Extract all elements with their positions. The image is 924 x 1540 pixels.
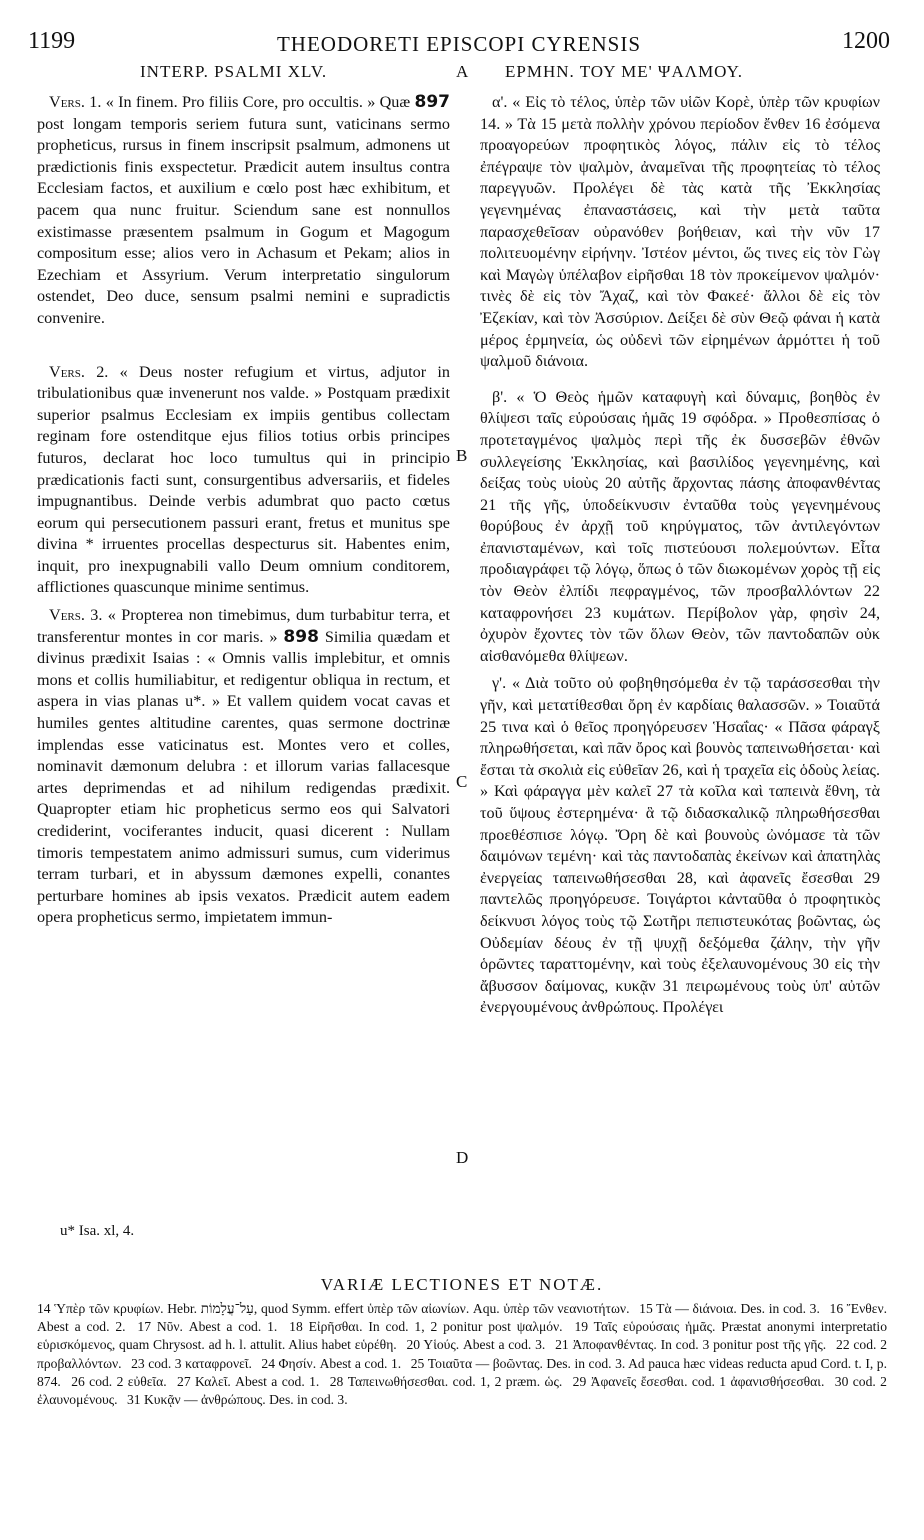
note-22: 22 cod. 2 προβαλλόντων. [37, 1337, 888, 1371]
note-24: 24 Φησίν. Abest a cod. 1. [261, 1355, 402, 1371]
note-20: 20 Υἱούς. Abest a cod. 3. [406, 1337, 546, 1353]
greek-column [480, 92, 880, 1025]
note-29: 29 Ἀφανεῖς ἔσεσθαι. cod. 1 ἀφανισθήσεσθαι. [572, 1373, 825, 1389]
note-14: 14 Ὑπὲρ τῶν κρυφίων. Hebr. עַל־עֲלָמוֹת, quod Symm. effert ὑπὲρ τῶν αἰωνίων. Aqu. ὑπὲρ τῶν νεανιοτήτων. [37, 1301, 630, 1316]
verse-text: « Deus noster refugium et virtus, adjutor in tribulationibus quæ invenerunt nos valde. » Postquam prædixit superior psalmus Ecclesiam ex impiis gentibus collectam reginam fore ostenditque ejus filios totius orbis principes futuros, declarat hoc loco tumultus qui in principio prædicationis facti sunt, consurgentibus adversariis, et fideles impugnantibus. Deinde verbis adumbrat quo pacto cœtus eorum qui persecutionem passuri erant, fretus et munitus spe divina * irruentes procellas despecturus sit. Habentes enim, inquit, pro inexpugnabili vallo Deum omnium conditorem, afflictiones quascunque minime sentimus. [37, 362, 450, 597]
note-26: 26 cod. 2 εὐθεῖα. [71, 1373, 167, 1389]
page-number-left: 1199 [28, 28, 76, 54]
margin-letter-c: C [456, 772, 468, 791]
verse-text: « Propterea non timebimus, dum turbabitur terra, et transferentur montes in cor maris. » [37, 606, 451, 646]
verse-label: Vers. 3. [49, 606, 103, 625]
verse-text: Similia quædam et divinus prædixit Isaias : « Omnis vallis implebitur, et omnis mons et collis humiliabitur, et redigentur obliqua in rectum, et aspera in vias planas u*. » Et vallem quidem vocat cavas et humiles gentes altitudine carentes, quas sermone doctrinæ implendas esse vaticinatus est. Montes vero et colles, nominavit dæmonum delubra : et illorum varias fallacesque artes deprimendas et ad nihilum redigendas prædixit. Quapropter etiam hic propheticus sermo eos qui Salvatori crediderint, vociferantes inducit, quasi dicerent : Nullam timoris tempestatem animo admissuri sumus, cum viderimus terram turbari, et in abyssum dæmones expelli, conantes perturbare homines ab ipsis vexatos. Prædicit autem eadem opera propheticus sermo, impietatem immun- [37, 627, 451, 927]
verse-text: post longam temporis seriem futura sunt, vaticinans sermo propheticus, rursus in finem inscripsit psalmum, admonens ut prædictionis finis exspectetur. Prædicit autem insultus contra Ecclesiam factos, et auxilium e cœlo post hæc exhibitum, et pacem qua nunc fruitur. Sciendum sane est nonnullos existimasse præsentem psalmum in Gogum et Magogum compositum esse; alios vero in Achasum et Pekam; alios in Ezechiam et Assyrium. Verum interpretatio singulorum ostendet, Deo duce, sensum psalmi nemini e supradictis convenire. [37, 114, 450, 327]
notes-paragraph [37, 1300, 887, 1409]
greek-verse-3: γ'. « Διὰ τοῦτο οὐ φοβηθησόμεθα ἐν τῷ ταράσσεσθαι τὴν γῆν, καὶ μετατίθεσθαι ὄρη ἐν καρδίαις θαλασσῶν. » Τοιαῦτά 25 τινα καὶ ὁ θεῖος προηγόρευσεν Ἡσαΐας· « Πᾶσα φάραγξ πληρωθήσεται, καὶ πᾶν ὄρος καὶ βουνὸς ταπεινωθήσεται· καὶ ἔσται τὰ σκολιὰ εἰς εὐθεῖαν 26, καὶ ἡ τραχεῖα εἰς ὁδοὺς λείας. » Καὶ φάραγγα μὲν καλεῖ 27 τὰ κοῖλα καὶ ταπεινὰ ἔθνη, τὰ τοῦ ὕψους ἐστερημένα· ἃ τῷ διδασκαλικῷ πληρωθήσεσθαι προεθέσπισε λόγῳ. Ὄρη δὲ καὶ βουνοὺς ὠνόμασε τὰ τῶν δαιμόνων τεμένη· καὶ τὰς παντοδαπὰς ἐκείνων καὶ ἀπατηλὰς ἐνεργείας ταπεινωθήσεσθαι 28, καὶ ἀφανεῖς ἔσεσθαι 29 παντελῶς προηγόρευσε. Τοιγάρτοι κἀνταῦθα ὁ προφητικὸς δείκνυσι λόγος τοὺς τῷ Σωτῆρι πεπιστευκότας βοῶντας, ὡς Οὐδεμίαν δέους ἐν τῇ ψυχῇ δεξόμεθα ζάλην, τὴν γῆν ὁρῶντες ταραττομένην, καὶ τοὺς ἐξελαυνομένους 30 εἰς τὴν ἄβυσσον δαίμονας, κυκᾷν 31 πειρωμένους τοὺς ὑπ' αὐτῶν ἐνεργουμένους ἀνθρώπους. Προλέγει [480, 674, 880, 1017]
note-16: 16 Ἔνθεν. Abest a cod. 2. [37, 1301, 887, 1335]
note-17: 17 Νῦν. Abest a cod. 1. [137, 1319, 278, 1335]
page-header [28, 24, 890, 58]
greek-column-title: ΕΡΜΗΝ. ΤΟΥ ΜΕ' ΨΑΛΜΟΥ. [505, 62, 744, 81]
page-number-right: 1200 [842, 28, 890, 54]
running-title: THEODORETI EPISCOPI CYRENSIS [276, 32, 642, 56]
margin-letter-b: B [456, 446, 468, 465]
margin-letter-d: D [456, 1148, 469, 1167]
verse-label: Vers. 1. [49, 93, 102, 111]
greek-verse-1: α'. « Εἰς τὸ τέλος, ὑπὲρ τῶν υἱῶν Κορὲ, ὑπὲρ τῶν κρυφίων 14. » Τὰ 15 μετὰ πολλὴν χρόνου περίοδον ἔνθεν 16 ἐσόμενα προαγορεύων προφητικὸς λόγος, πάλιν εἰς τὸ τέλος ἐπέγραψε τὸν ψαλμὸν, ἀναμεῖναι τῆς προφητείας τὸ τέλος παρεγγυῶν. Προλέγει δὲ τὰς κατὰ τῆς Ἐκκλησίας γεγενημένας ἐπαναστάσεις, καὶ τὴν μετὰ ταῦτα παρασχεθεῖσαν οὐρανόθεν βοήθειαν, καὶ τὴν νῦν 17 πολιτευομένην εἰρήνην. Ἰστέον μέντοι, ὥς τινες εἰς τὸν Γὼγ καὶ Μαγὼγ ὑπέλαβον εἰρῆσθαι 18 τὸν προκείμενον ψαλμόν· τινὲς δὲ εἰς τὸν Ἄχαζ, καὶ τὸν Φακεέ· ἄλλοι δὲ εἰς τὸν Ἐζεκίαν, καὶ τὸν Ἀσσύριον. Δείξει δὲ σὺν Θεῷ φάναι ἡ κατὰ μέρος ἑρμηνεία, ὡς οὐδενὶ τῶν εἰρημένων ἁρμόττει ἡ τοῦ ψαλμοῦ διάνοια. [480, 93, 880, 371]
note-23: 23 cod. 3 καταφρονεῖ. [131, 1355, 252, 1371]
note-21: 21 Ἀποφανθέντας. In cod. 3 ponitur post τῆς γῆς. [555, 1337, 827, 1353]
latin-verse-2 [37, 362, 450, 600]
spacer [37, 336, 450, 362]
note-30: 30 cod. 2 ἐλαυνομένους. [37, 1373, 887, 1408]
note-15: 15 Τὰ — διάνοια. Des. in cod. 3. [639, 1301, 820, 1316]
note-18: 18 Εἰρῆσθαι. In cod. 1, 2 ponitur post ψαλμόν. [289, 1319, 563, 1335]
latin-verse-3 [37, 605, 450, 929]
varia-lectiones-title: VARIÆ LECTIONES ET NOTÆ. [320, 1275, 604, 1294]
note-25: 25 Τοιαῦτα — βοῶντας. Des. in cod. 3. Ad pauca hæc videas reducta apud Cord. t. I, p. 874. [37, 1355, 887, 1389]
margin-letter-a: A [456, 62, 469, 81]
footnote: u* Isa. xl, 4. [60, 1223, 135, 1239]
column-number: 897 [414, 92, 450, 112]
latin-column-title: INTERP. PSALMI XLV. [140, 62, 328, 81]
verse-text: « In finem. Pro filiis Core, pro occultis. » Quæ [105, 93, 411, 111]
greek-verse-2: β'. « Ὁ Θεὸς ἡμῶν καταφυγὴ καὶ δύναμις, βοηθὸς ἐν θλίψεσι ταῖς εὑρούσαις ἡμᾶς 19 σφόδρα. » Προθεσπίσας ὁ προτεταγμένος ψαλμὸς περὶ τῆς ἐκ δυσσεβῶν ἐθνῶν συλλεγείσης Ἐκκλησίας, καὶ βασιλίδος γεγενημένης, καὶ δείξας τοὺς υἱοὺς 20 αὐτῆς ἄρχοντας πάσης ἀποφανθέντας 21 τῆς γῆς, ὑποδείκνυσιν ἐνταῦθα τοὺς γεγενημένους θορύβους ἐν ἀρχῇ τοῦ κηρύγματος, τῶν ἀντιλεγόντων ἐπανισταμένων, καὶ τοῖς πιστεύουσι πολεμούντων. Εἶτα προδιαγράφει τῷ λόγῳ, ὅπως ὁ τῶν διωκομένων χορὸς τῇ εἰς τὸν Θεὸν ἐλπίδι πεφραγμένος, τῶν προσβαλλόντων 22 καταφρονήσει 23 κυμάτων. Περίβολον γὰρ, φησὶν 24, ὀχυρὸν ἔχοντες τὸν τῶν ὅλων Θεὸν, τῶν παντοδαπῶν οὐκ αἰσθανόμεθα θλίψεων. [480, 387, 880, 665]
note-28: 28 Ταπεινωθήσεσθαι. cod. 1, 2 præm. ὡς. [329, 1373, 563, 1389]
latin-column [37, 92, 450, 935]
verse-label: Vers. 2. [49, 362, 109, 381]
latin-verse-1 [37, 92, 450, 330]
spacer [480, 379, 880, 387]
variant-notes [37, 1300, 887, 1409]
note-19: 19 Ταῖς εὑρούσαις ἡμᾶς. Præstat anonymi interpretatio εὑρισκόμενος, quam Chrysost. ad h. l. attulit. Alius habet εὑρέθη. [37, 1319, 887, 1353]
note-27: 27 Καλεῖ. Abest a cod. 1. [177, 1373, 320, 1389]
column-number: 898 [283, 626, 319, 647]
note-31: 31 Κυκᾷν — ἀνθρώπους. Des. in cod. 3. [126, 1392, 348, 1408]
